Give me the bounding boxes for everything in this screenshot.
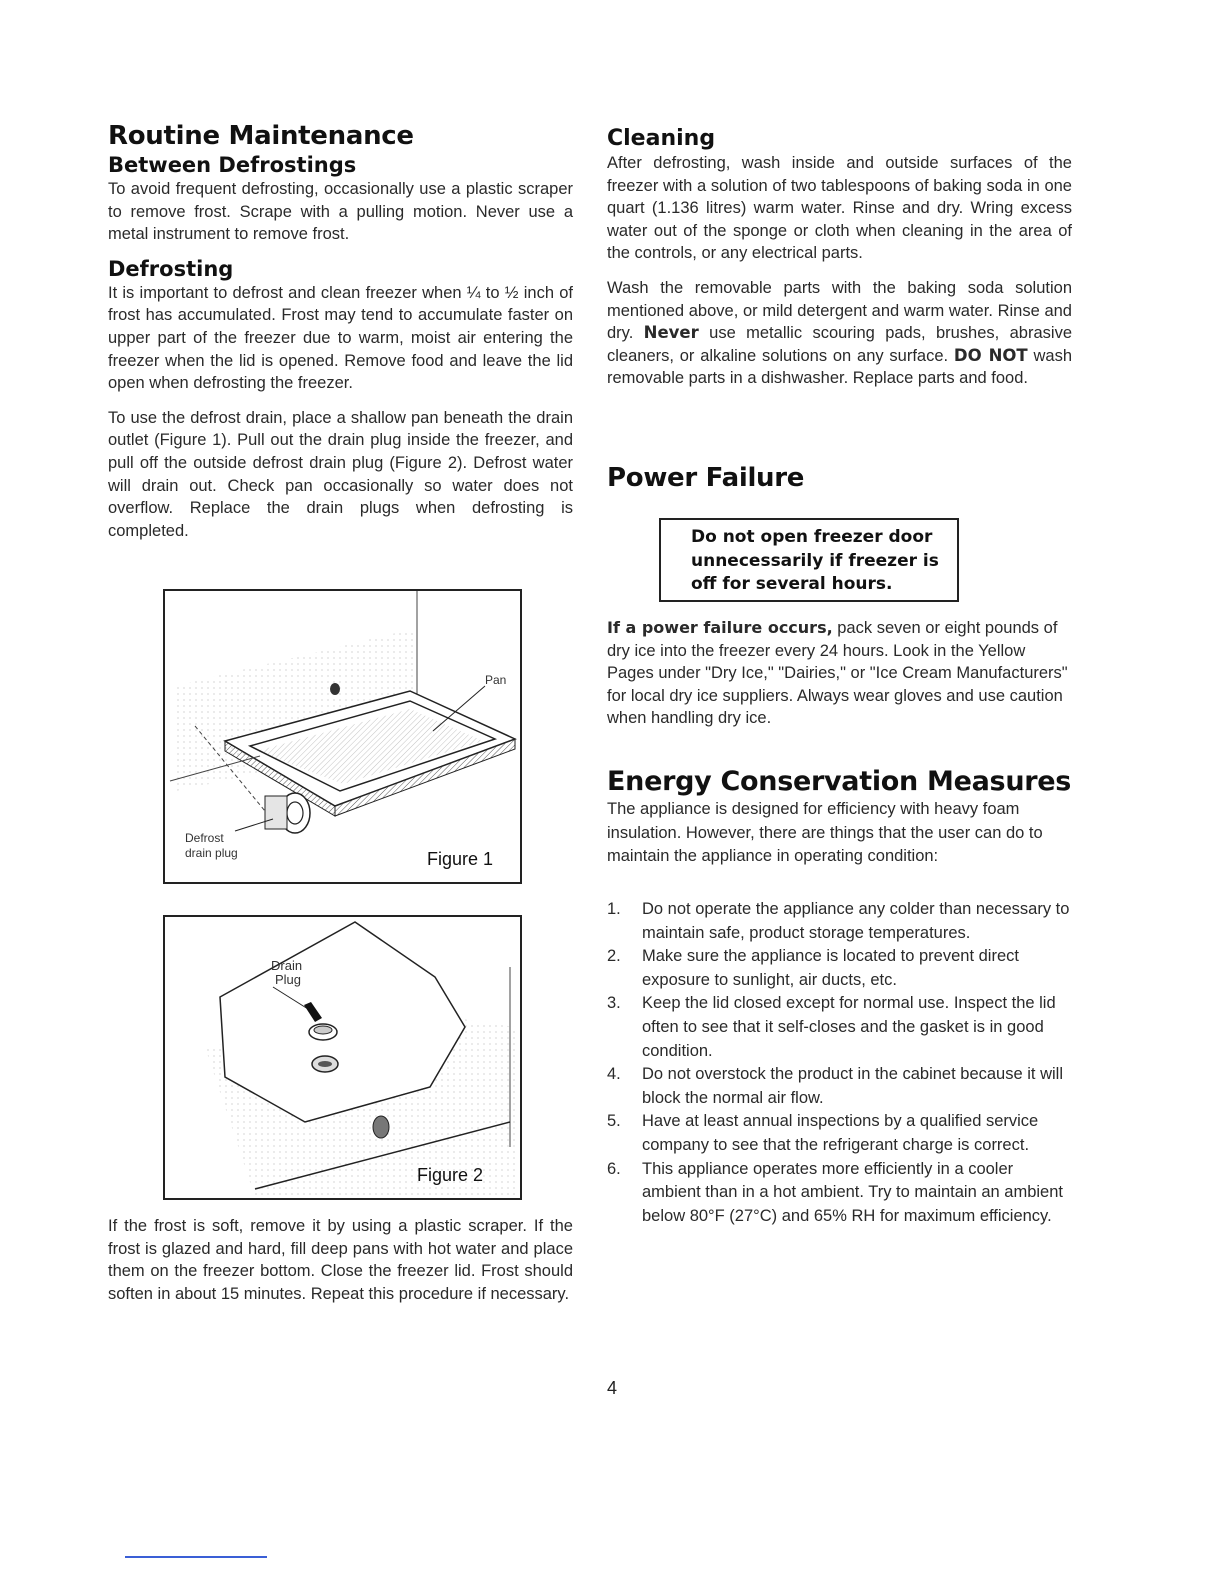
warning-line-1: Do not open freezer door [691, 527, 933, 547]
list-item-number: 5. [607, 1112, 621, 1131]
list-item-number: 3. [607, 994, 621, 1013]
cleaning-2-part-b: use metallic scouring pads, brushes, abrasive cleaners, or alkaline solutions on any surface. [607, 324, 1072, 365]
paragraph-cleaning-1: After defrosting, wash inside and outside surfaces of the freezer with a solution of two tablespoons of baking soda in one quart (1.136 litres) warm water. Rinse and dry. Wring excess water out of the sponge or cloth when cleaning in the area of the controls, or any electrical parts. [607, 154, 1072, 263]
cleaning-2-part-a: Wash the removable parts with the baking soda solution mentioned above, or mild detergent and warm water. Rinse and dry. [607, 278, 1072, 343]
cleaning-2-part-c: wash removable parts in a dishwasher. Replace parts and food. [607, 346, 1073, 388]
energy-section [607, 766, 1072, 869]
list-item-text: Do not overstock the product in the cabinet because it will block the normal air flow. [642, 1065, 1063, 1107]
energy-measures-list [607, 898, 1072, 1228]
figure-2 [163, 915, 522, 1200]
paragraph-defrosting-1: It is important to defrost and clean freezer when ¼ to ½ inch of frost has accumulated. Frost may tend to accumulate faster on upper part of the freezer due to warm, moist air entering the freezer when the lid is opened. Remove food and leave the lid open when defrosting the freezer. [108, 283, 573, 393]
power-failure-text: pack seven or eight pounds of dry ice into the freezer every 24 hours. Look in the Yellow Pages under "Dry Ice," "Dairies," or "Ice Cream Manufacturers" for local dry ice suppliers. Always wear gloves and use caution when handling dry ice. [607, 619, 1068, 728]
list-item [607, 1110, 1072, 1157]
figure-2-label-line-2: Plug [275, 972, 302, 987]
list-item [607, 1063, 1072, 1110]
list-item-text: Keep the lid closed except for normal use. Inspect the lid often to see that it self-closes and the gasket is in good condition. [642, 994, 1056, 1060]
list-item-number: 1. [607, 900, 621, 918]
power-failure-body [607, 617, 1072, 730]
figure-2-illustration [165, 917, 520, 1198]
section-title-energy-conservation: Energy Conservation Measures [607, 766, 1072, 797]
list-item [607, 1158, 1072, 1229]
paragraph-cleaning-2 [607, 277, 1072, 390]
list-item [607, 898, 1072, 945]
figure-2-caption: Figure 2 [417, 1165, 484, 1185]
list-item-text: Have at least annual inspections by a qualified service company to see that the refrigerant charge is correct. [642, 1112, 1039, 1154]
figure-1-plug-label-line-1: Defrost [185, 831, 224, 845]
paragraph-defrosting-3-wrapper [108, 1215, 573, 1305]
list-item-text: Do not operate the appliance any colder than necessary to maintain safe, product storage temperatures. [642, 900, 1070, 942]
subheading-defrosting: Defrosting [108, 256, 234, 281]
footer-rule [125, 1556, 267, 1558]
emphasis-never: Never [643, 323, 699, 343]
paragraph-energy-intro: The appliance is designed for efficiency with heavy foam insulation. However, there are things that the user can do to maintain the appliance in operating condition: [607, 800, 1043, 866]
list-item-number: 2. [607, 947, 621, 966]
list-item-text: This appliance operates more efficiently in a cooler ambient than in a hot ambient. Try to maintain an ambient below 80°F (27°C) and 65% RH for maximum efficiency. [642, 1159, 1063, 1225]
list-item-number: 4. [607, 1065, 621, 1084]
figure-2-label-line-1: Drain [271, 958, 303, 973]
paragraph-defrosting-3: If the frost is soft, remove it by using a plastic scraper. If the frost is glazed and hard, fill deep pans with hot water and place them on the freezer bottom. Close the freezer lid. Frost should soften in about 15 minutes. Repeat this procedure if necessary. [108, 1217, 573, 1303]
list-item [607, 992, 1072, 1063]
list-item [607, 945, 1072, 992]
left-column [108, 120, 573, 542]
figure-1-caption: Figure 1 [427, 849, 494, 869]
emphasis-do-not: DO NOT [953, 345, 1028, 365]
page-number: 4 [606, 1378, 617, 1398]
figure-1 [163, 589, 522, 884]
subheading-cleaning: Cleaning [607, 126, 716, 151]
power-failure-warning-box [659, 518, 959, 602]
warning-line-2: unnecessarily if freezer is [691, 550, 939, 571]
paragraph-power-failure [607, 617, 1072, 730]
section-title-power-failure: Power Failure [607, 463, 805, 493]
section-title-routine-maintenance: Routine Maintenance [108, 121, 414, 151]
list-item-text: Make sure the appliance is located to prevent direct exposure to sunlight, air ducts, etc. [642, 947, 1019, 989]
figure-1-pan-label: Pan [485, 673, 507, 687]
warning-line-3: off for several hours. [691, 574, 893, 594]
list-item-number: 6. [607, 1159, 621, 1178]
power-failure-lead: If a power failure occurs, [607, 618, 833, 637]
figure-1-plug-label-line-2: drain plug [185, 846, 238, 860]
subheading-between-defrostings: Between Defrostings [108, 153, 357, 177]
paragraph-between-defrostings: To avoid frequent defrosting, occasionally use a plastic scraper to remove frost. Scrape with a pulling motion. Never use a metal instrument to remove frost. [108, 180, 573, 244]
paragraph-defrosting-2: To use the defrost drain, place a shallow pan beneath the drain outlet (Figure 1). Pull out the drain plug inside the freezer, and pull off the outside defrost drain plug (Figure 2). Defrost water will drain out. Check pan occasionally so water does not overflow. Replace the drain plugs when defrosting is completed. [108, 408, 573, 540]
right-column [607, 126, 1072, 390]
